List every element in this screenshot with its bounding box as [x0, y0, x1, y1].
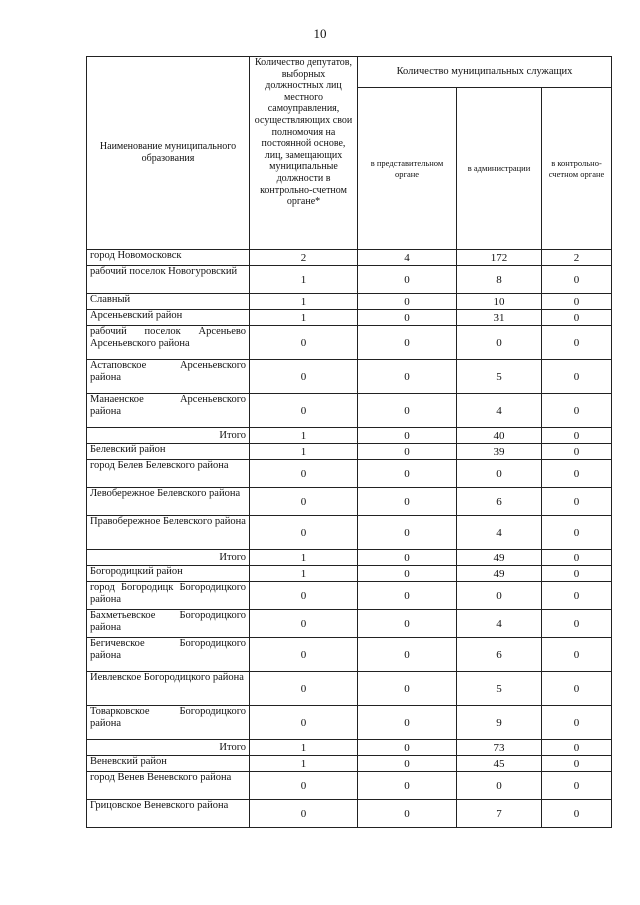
control-value: 2 — [542, 250, 612, 266]
representative-value: 0 — [358, 740, 457, 756]
control-value: 0 — [542, 294, 612, 310]
representative-value: 0 — [358, 394, 457, 428]
municipal-staff-table — [86, 56, 612, 828]
control-value: 0 — [542, 638, 612, 672]
administration-value: 73 — [457, 740, 542, 756]
administration-value: 0 — [457, 326, 542, 360]
header-administration: в администрации — [457, 88, 542, 250]
municipality-name: Белевский район — [87, 444, 250, 460]
municipality-name: Грицовское Веневского района — [87, 800, 250, 828]
control-value: 0 — [542, 488, 612, 516]
header-municipality-name: Наименование муниципального образования — [87, 57, 250, 250]
representative-value: 0 — [358, 310, 457, 326]
table-row — [87, 360, 612, 394]
administration-value: 8 — [457, 266, 542, 294]
table-row — [87, 326, 612, 360]
representative-value: 0 — [358, 516, 457, 550]
administration-value: 4 — [457, 516, 542, 550]
deputies-value: 0 — [250, 516, 358, 550]
table-row — [87, 672, 612, 706]
deputies-value: 1 — [250, 428, 358, 444]
deputies-value: 0 — [250, 360, 358, 394]
administration-value: 7 — [457, 800, 542, 828]
deputies-value: 0 — [250, 582, 358, 610]
municipality-name: Богородицкий район — [87, 566, 250, 582]
table-row — [87, 294, 612, 310]
administration-value: 40 — [457, 428, 542, 444]
table-row — [87, 310, 612, 326]
municipality-name: рабочий поселок Арсеньево Арсеньевского района — [87, 326, 250, 360]
table-row-total — [87, 740, 612, 756]
control-value: 0 — [542, 672, 612, 706]
administration-value: 49 — [457, 566, 542, 582]
administration-value: 39 — [457, 444, 542, 460]
representative-value: 0 — [358, 638, 457, 672]
municipality-name: Иевлевское Богородицкого района — [87, 672, 250, 706]
administration-value: 6 — [457, 638, 542, 672]
administration-value: 10 — [457, 294, 542, 310]
table-row — [87, 756, 612, 772]
municipality-name: Правобережное Белевского района — [87, 516, 250, 550]
representative-value: 0 — [358, 800, 457, 828]
representative-value: 0 — [358, 706, 457, 740]
table-row — [87, 394, 612, 428]
deputies-value: 2 — [250, 250, 358, 266]
deputies-value: 0 — [250, 638, 358, 672]
administration-value: 5 — [457, 360, 542, 394]
control-value: 0 — [542, 550, 612, 566]
deputies-value: 1 — [250, 550, 358, 566]
header-deputies-count: Количество депутатов, выборных должностных лиц местного самоуправления, осуществляющих свои полномочия на постоянной основе, лиц, замещающих муниципальные должности в контрольно-счетном органе* — [250, 57, 358, 250]
municipality-name: город Богородицк Богородицкого района — [87, 582, 250, 610]
table-row — [87, 638, 612, 672]
representative-value: 0 — [358, 566, 457, 582]
municipality-name: Астаповское Арсеньевского района — [87, 360, 250, 394]
table-row — [87, 488, 612, 516]
municipality-name: город Белев Белевского района — [87, 460, 250, 488]
table-row-total — [87, 550, 612, 566]
control-value: 0 — [542, 740, 612, 756]
administration-value: 9 — [457, 706, 542, 740]
table-row — [87, 444, 612, 460]
deputies-value: 0 — [250, 772, 358, 800]
representative-value: 0 — [358, 460, 457, 488]
municipality-name: Манаенское Арсеньевского района — [87, 394, 250, 428]
total-label: Итого — [87, 740, 250, 756]
administration-value: 0 — [457, 772, 542, 800]
table-row — [87, 250, 612, 266]
control-value: 0 — [542, 800, 612, 828]
representative-value: 0 — [358, 266, 457, 294]
administration-value: 0 — [457, 460, 542, 488]
representative-value: 0 — [358, 428, 457, 444]
deputies-value: 1 — [250, 310, 358, 326]
municipality-name: Веневский район — [87, 756, 250, 772]
representative-value: 0 — [358, 772, 457, 800]
control-value: 0 — [542, 756, 612, 772]
representative-value: 0 — [358, 294, 457, 310]
municipality-name: Славный — [87, 294, 250, 310]
table-row — [87, 266, 612, 294]
total-label: Итого — [87, 550, 250, 566]
deputies-value: 1 — [250, 266, 358, 294]
administration-value: 6 — [457, 488, 542, 516]
control-value: 0 — [542, 360, 612, 394]
control-value: 0 — [542, 460, 612, 488]
deputies-value: 0 — [250, 394, 358, 428]
representative-value: 0 — [358, 360, 457, 394]
control-value: 0 — [542, 394, 612, 428]
representative-value: 0 — [358, 756, 457, 772]
deputies-value: 1 — [250, 444, 358, 460]
administration-value: 172 — [457, 250, 542, 266]
table-row — [87, 800, 612, 828]
control-value: 0 — [542, 266, 612, 294]
municipality-name: Арсеньевский район — [87, 310, 250, 326]
representative-value: 0 — [358, 582, 457, 610]
representative-value: 0 — [358, 550, 457, 566]
municipality-name: Бахметьевское Богородицкого района — [87, 610, 250, 638]
administration-value: 45 — [457, 756, 542, 772]
deputies-value: 0 — [250, 800, 358, 828]
municipality-name: Товарковское Богородицкого района — [87, 706, 250, 740]
control-value: 0 — [542, 310, 612, 326]
control-value: 0 — [542, 428, 612, 444]
control-value: 0 — [542, 582, 612, 610]
header-representative-body: в представительном органе — [358, 88, 457, 250]
administration-value: 0 — [457, 582, 542, 610]
representative-value: 0 — [358, 488, 457, 516]
control-value: 0 — [542, 444, 612, 460]
administration-value: 4 — [457, 394, 542, 428]
table-row — [87, 460, 612, 488]
administration-value: 5 — [457, 672, 542, 706]
control-value: 0 — [542, 516, 612, 550]
representative-value: 0 — [358, 672, 457, 706]
total-label: Итого — [87, 428, 250, 444]
deputies-value: 1 — [250, 756, 358, 772]
administration-value: 31 — [457, 310, 542, 326]
representative-value: 0 — [358, 610, 457, 638]
control-value: 0 — [542, 326, 612, 360]
deputies-value: 0 — [250, 460, 358, 488]
table-row — [87, 516, 612, 550]
control-value: 0 — [542, 610, 612, 638]
table-row — [87, 566, 612, 582]
municipality-name: рабочий поселок Новогуровский — [87, 266, 250, 294]
administration-value: 4 — [457, 610, 542, 638]
page-number: 10 — [313, 26, 327, 41]
representative-value: 0 — [358, 444, 457, 460]
table-row — [87, 582, 612, 610]
deputies-value: 0 — [250, 326, 358, 360]
deputies-value: 0 — [250, 610, 358, 638]
deputies-value: 1 — [250, 294, 358, 310]
deputies-value: 1 — [250, 566, 358, 582]
deputies-value: 0 — [250, 488, 358, 516]
representative-value: 4 — [358, 250, 457, 266]
table-row — [87, 610, 612, 638]
municipality-name: город Венев Веневского района — [87, 772, 250, 800]
representative-value: 0 — [358, 326, 457, 360]
municipality-name: город Новомосковск — [87, 250, 250, 266]
header-servants-group: Количество муниципальных служащих — [358, 57, 612, 88]
control-value: 0 — [542, 772, 612, 800]
header-control-body: в контрольно-счетном органе — [542, 88, 612, 250]
control-value: 0 — [542, 706, 612, 740]
deputies-value: 0 — [250, 672, 358, 706]
deputies-value: 0 — [250, 706, 358, 740]
control-value: 0 — [542, 566, 612, 582]
table-row — [87, 706, 612, 740]
municipality-name: Бегичевское Богородицкого района — [87, 638, 250, 672]
administration-value: 49 — [457, 550, 542, 566]
table-row — [87, 772, 612, 800]
deputies-value: 1 — [250, 740, 358, 756]
municipality-name: Левобережное Белевского района — [87, 488, 250, 516]
table-row-total — [87, 428, 612, 444]
